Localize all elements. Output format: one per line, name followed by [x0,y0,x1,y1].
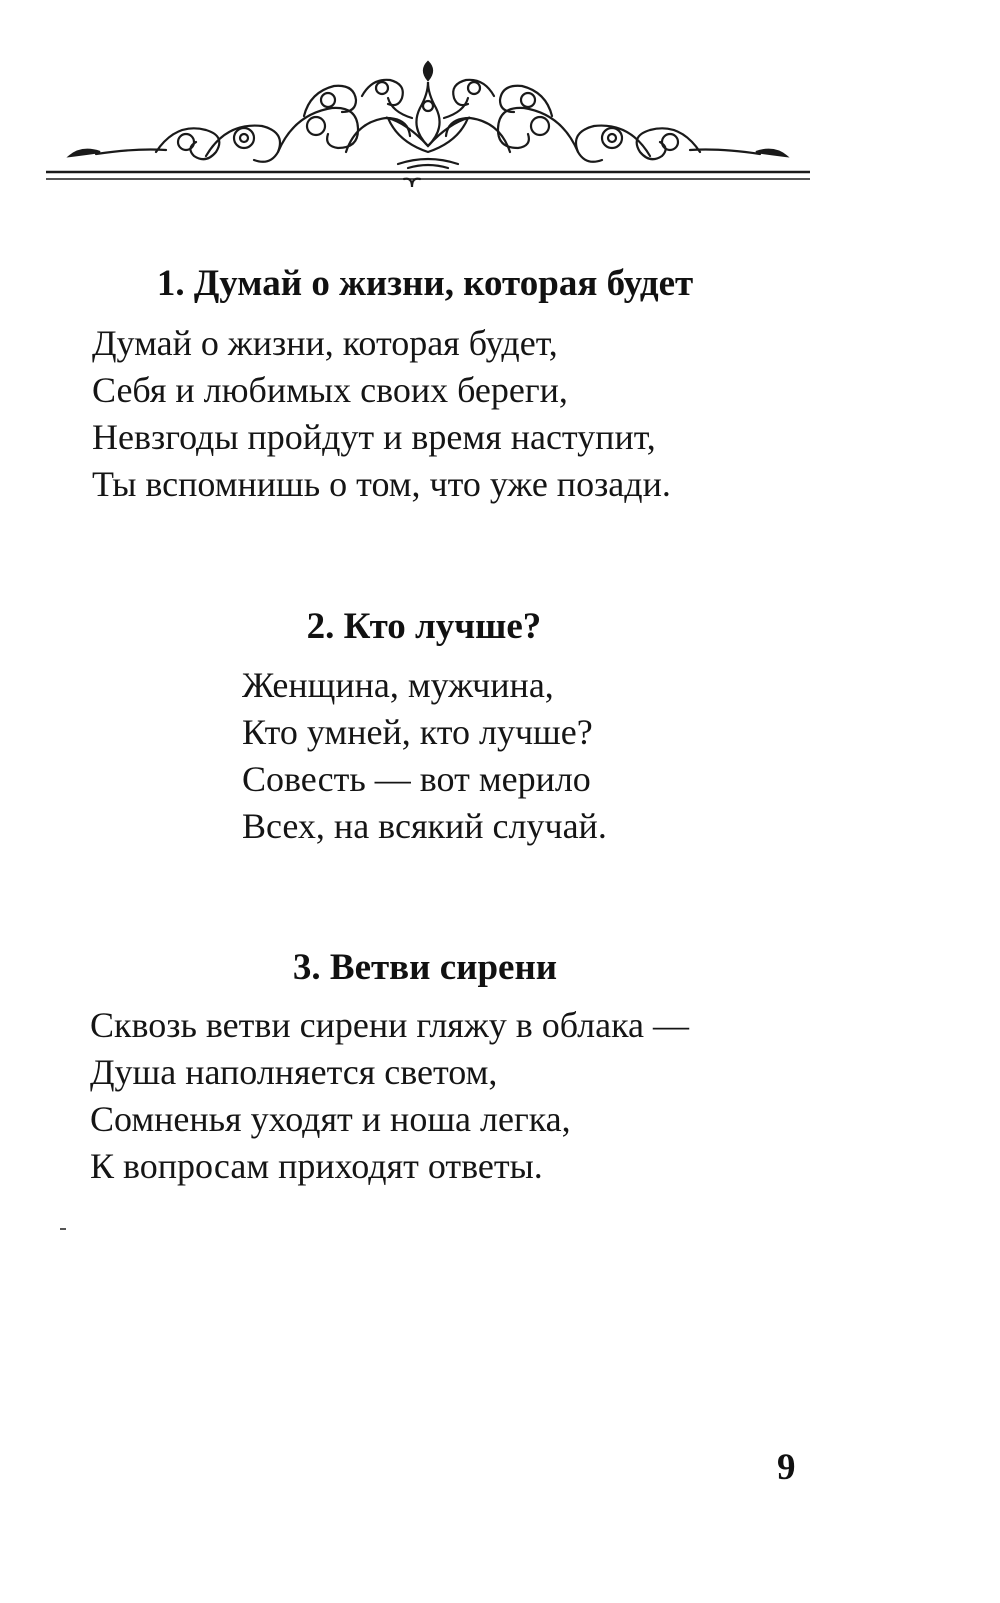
poem-stanza [90,1002,689,1190]
poem-line: Совесть — вот мерило [242,759,591,799]
page-number: 9 [777,1447,796,1488]
poem-line: Невзгоды пройдут и время наступит, [92,417,656,457]
poem-line: Сомненья уходят и ноша легка, [90,1099,571,1139]
poem-line: Себя и любимых своих береги, [92,370,568,410]
poem-stanza [242,662,607,850]
poem-line: Душа наполняется светом, [90,1052,498,1092]
poem-line: К вопросам приходят ответы. [90,1146,543,1186]
poem-title: 2. Кто лучше? [306,606,542,647]
poem-line: Сквозь ветви сирени гляжу в облака — [90,1005,690,1045]
poem-line: Всех, на всякий случай. [242,806,607,846]
poem-title: 1. Думай о жизни, которая будет [156,263,694,304]
poem-line: Кто умней, кто лучше? [242,712,593,752]
poem-line: Женщина, мужчина, [242,665,554,705]
poem-stanza [92,320,671,508]
poem-line: Ты вспомнишь о том, что уже позади. [92,464,671,504]
poem-line: Думай о жизни, которая будет, [92,323,558,363]
scroll-ornament-header [46,56,810,192]
poem-title: 3. Ветви сирени [292,947,558,988]
print-speck [60,1228,66,1230]
